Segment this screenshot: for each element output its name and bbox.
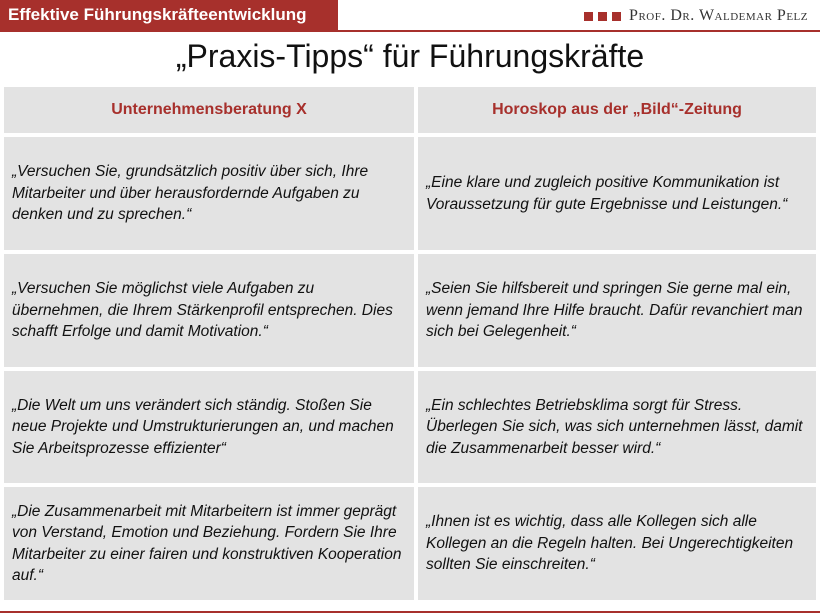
horoscope-quote-1: „Eine klare und zugleich positive Kommunikation ist Voraussetzung für gute Ergebnisse und Leistungen.“ <box>418 137 816 250</box>
page-title: „Praxis-Tipps“ für Führungskräfte <box>175 38 645 74</box>
column-header-consulting: Unternehmensberatung X <box>4 87 414 133</box>
horoscope-quote-2: „Seien Sie hilfsbereit und springen Sie gerne mal ein, wenn jemand Ihre Hilfe braucht. Dafür revanchiert man sich bei Gelegenheit.“ <box>418 254 816 367</box>
horoscope-quote-3: „Ein schlechtes Betriebsklima sorgt für Stress. Überlegen Sie sich, was sich unternehmen lässt, damit die Zusammenarbeit besser wird.“ <box>418 371 816 483</box>
brand-name: Prof. Dr. Waldemar Pelz <box>629 7 808 24</box>
brand <box>584 6 808 26</box>
horoscope-quote-4: „Ihnen ist es wichtig, dass alle Kollegen sich alle Kollegen an die Regeln halten. Bei Ungerechtigkeiten sollten Sie einschreiten.“ <box>418 487 816 600</box>
consulting-quote-1: „Versuchen Sie, grundsätzlich positiv über sich, Ihre Mitarbeiter und über herausfordernde Aufgaben zu denken und zu sprechen.“ <box>4 137 414 250</box>
column-header-horoscope: Horoskop aus der „Bild“-Zeitung <box>418 87 816 133</box>
consulting-quote-3: „Die Welt um uns verändert sich ständig. Stoßen Sie neue Projekte und Umstrukturierungen an, und machen Sie Arbeitsprozesse effizienter“ <box>4 371 414 483</box>
section-title: Effektive Führungskräfteentwicklung <box>0 0 338 30</box>
comparison-table <box>4 87 816 600</box>
consulting-quote-4: „Die Zusammenarbeit mit Mitarbeitern ist immer geprägt von Verstand, Emotion und Beziehung. Fordern Sie Ihre Mitarbeiter zu einer fairen und konstruktiven Kooperation auf.“ <box>4 487 414 600</box>
top-bar <box>0 0 820 32</box>
consulting-quote-2: „Versuchen Sie möglichst viele Aufgaben zu übernehmen, die Ihrem Stärkenprofil entsprechen. Dies schafft Erfolge und damit Motivation.“ <box>4 254 414 367</box>
brand-squares-icon <box>584 12 621 21</box>
bottom-divider <box>0 611 820 613</box>
